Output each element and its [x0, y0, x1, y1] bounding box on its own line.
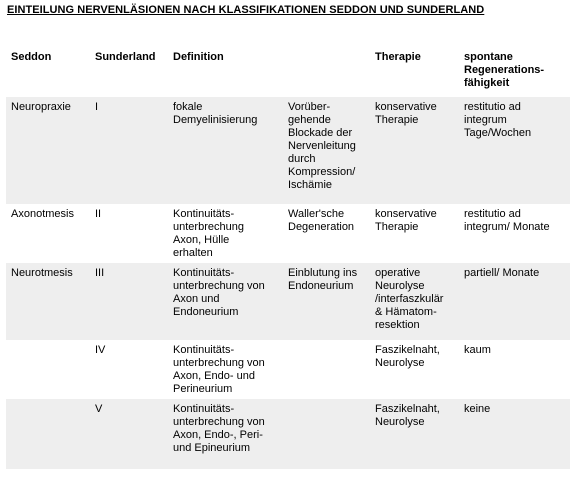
cell-regeneration: keine	[459, 399, 570, 469]
cell-extra: Einblutung ins Endoneurium	[283, 263, 370, 340]
cell-therapie: konservative Therapie	[370, 204, 459, 263]
cell-regeneration: kaum	[459, 340, 570, 399]
table-header-row	[6, 46, 570, 97]
cell-seddon	[6, 399, 90, 469]
header-seddon: Seddon	[11, 51, 52, 63]
cell-sunderland: I	[90, 97, 168, 204]
cell-therapie: Faszikelnaht, Neurolyse	[370, 399, 459, 469]
cell-definition: Kontinuitäts- unterbrechung von Axon und Endoneurium	[168, 263, 283, 340]
cell-seddon: Neurotmesis	[6, 263, 90, 340]
cell-sunderland: IV	[90, 340, 168, 399]
header-sunderland: Sunderland	[95, 51, 156, 63]
cell-extra	[283, 340, 370, 399]
cell-extra: Waller'sche Degeneration	[283, 204, 370, 263]
table-row	[6, 204, 570, 263]
cell-regeneration: restitutio ad integrum Tage/Wochen	[459, 97, 570, 204]
cell-definition: Kontinuitäts- unterbrechung von Axon, Endo-, Peri- und Epineurium	[168, 399, 283, 469]
table-row	[6, 340, 570, 399]
table-row	[6, 97, 570, 204]
cell-seddon: Axonotmesis	[6, 204, 90, 263]
header-extra	[283, 46, 370, 97]
header-therapie: Therapie	[375, 51, 421, 63]
table-row	[6, 263, 570, 340]
cell-sunderland: V	[90, 399, 168, 469]
cell-therapie: Faszikelnaht, Neurolyse	[370, 340, 459, 399]
document-title: EINTEILUNG NERVENLÄSIONEN NACH KLASSIFIKATIONEN SEDDON UND SUNDERLAND	[7, 4, 485, 16]
header-definition: Definition	[173, 51, 224, 63]
cell-definition: fokale Demyelinisierung	[168, 97, 283, 204]
cell-seddon: Neuropraxie	[6, 97, 90, 204]
table-row	[6, 399, 570, 469]
cell-extra: Vorüber- gehende Blockade der Nervenleitung durch Kompression/ Ischämie	[283, 97, 370, 204]
cell-therapie: konservative Therapie	[370, 97, 459, 204]
cell-regeneration: restitutio ad integrum/ Monate	[459, 204, 570, 263]
cell-sunderland: II	[90, 204, 168, 263]
cell-definition: Kontinuitäts- unterbrechung von Axon, Endo- und Perineurium	[168, 340, 283, 399]
cell-extra	[283, 399, 370, 469]
cell-definition: Kontinuitäts- unterbrechung Axon, Hülle erhalten	[168, 204, 283, 263]
header-regeneration: spontane Regenerations- fähigkeit	[464, 51, 545, 89]
cell-regeneration: partiell/ Monate	[459, 263, 570, 340]
classification-table	[6, 46, 570, 469]
cell-sunderland: III	[90, 263, 168, 340]
cell-therapie: operative Neurolyse /interfaszkulär & Hämatom- resektion	[370, 263, 459, 340]
cell-seddon	[6, 340, 90, 399]
